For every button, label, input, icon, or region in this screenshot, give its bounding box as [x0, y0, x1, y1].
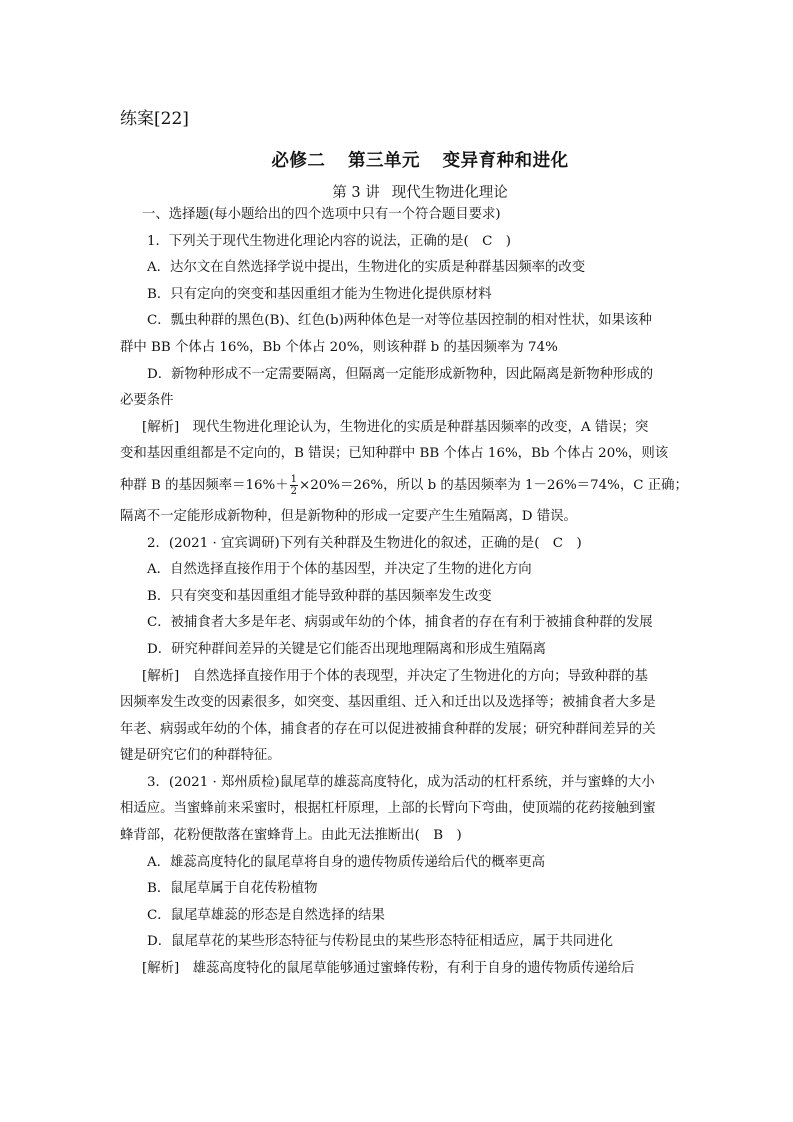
q3-stem-line2: 相适应。当蜜蜂前来采蜜时，根据杠杆原理，上部的长臂向下弯曲，使顶端的花药接触到蜜 [120, 801, 656, 817]
q3-option-d: D．鼠尾草花的某些形态特征与传粉昆虫的某些形态特征相适应，属于共同进化 [147, 934, 614, 950]
q1-option-d-line1: D．新物种形成不一定需要隔离，但隔离一定能形成新物种，因此隔离是新物种形成的 [147, 366, 654, 382]
q2-explanation-line4: 键是研究它们的种群特征。 [120, 748, 281, 764]
q1-exp3-suffix: ×20%＝26%，所以 b 的基因频率为 1－26%＝74%，C 正确； [299, 477, 688, 493]
q2-option-d: D．研究种群间差异的关键是它们能否出现地理隔离和形成生殖隔离 [147, 641, 547, 657]
lecture-title [160, 181, 680, 202]
q3-explanation-line1: [解析] 雄蕊高度特化的鼠尾草能够通过蜜蜂传粉，有利于自身的遗传物质传递给后 [142, 961, 635, 977]
unit-title [160, 147, 680, 172]
q3-stem-line1: 3．(2021 · 郑州质检)鼠尾草的雄蕊高度特化，成为活动的杠杆系统，并与蜜蜂的大小 [147, 774, 655, 790]
fraction-one-half [290, 474, 298, 497]
lecture-name: 现代生物进化理论 [391, 185, 508, 201]
section-heading: 一、选择题(每小题给出的四个选项中只有一个符合题目要求) [142, 207, 501, 222]
q1-option-c-line2: 群中 BB 个体占 16%，Bb 个体占 20%，则该种群 b 的基因频率为 74% [120, 339, 558, 355]
q3-option-b: B．鼠尾草属于自花传粉植物 [147, 881, 318, 897]
q2-stem: 2．(2021 · 宜宾调研)下列有关种群及生物进化的叙述，正确的是( C ) [147, 535, 582, 551]
q1-explanation-line1: [解析] 现代生物进化理论认为，生物进化的实质是种群基因频率的改变，A 错误；突 [142, 419, 649, 435]
q2-explanation-line3: 年老、病弱或年幼的个体，捕食者的存在可以促进被捕食种群的发展；研究种群间差异的关 [120, 721, 656, 737]
q1-option-a: A．达尔文在自然选择学说中提出，生物进化的实质是种群基因频率的改变 [147, 260, 586, 276]
q1-explanation-line3 [120, 468, 688, 504]
q2-option-c: C．被捕食者大多是年老、病弱或年幼的个体，捕食者的存在有利于被捕食种群的发展 [147, 615, 653, 631]
lecture-number: 第 3 讲 [332, 185, 380, 201]
q1-option-d-line2: 必要条件 [120, 393, 174, 409]
question-2 [120, 531, 680, 770]
q3-option-c: C．鼠尾草雄蕊的形态是自然选择的结果 [147, 907, 385, 923]
q2-explanation-line2: 因频率发生改变的因素很多，如突变、基因重组、迁入和迁出以及选择等；被捕食者大多是 [120, 695, 656, 711]
document-page [120, 104, 688, 983]
q1-exp3-prefix: 种群 B 的基因频率＝16%＋ [120, 477, 289, 493]
q1-option-c-line1: C．瓢虫种群的黑色(B)、红色(b)两种体色是一对等位基因控制的相对性状，如果该种 [147, 313, 652, 329]
question-1 [120, 229, 688, 531]
q1-explanation-line2: 变和基因重组都是不定向的，B 错误；已知种群中 BB 个体占 16%，Bb 个体占 20%，则该 [120, 446, 669, 462]
question-3 [120, 770, 680, 983]
q1-explanation-line4: 隔离不一定能形成新物种，但是新物种的形成一定要产生生殖隔离，D 错误。 [120, 508, 577, 524]
q3-option-a: A．雄蕊高度特化的鼠尾草将自身的遗传物质传递给后代的概率更高 [147, 854, 545, 870]
q1-option-b: B．只有定向的突变和基因重组才能为生物进化提供原材料 [147, 286, 492, 302]
q2-explanation-line1: [解析] 自然选择直接作用于个体的表现型，并决定了生物进化的方向；导致种群的基 [142, 668, 648, 684]
title-part-1: 必修二 [271, 151, 326, 171]
fraction-numerator: 1 [290, 473, 298, 485]
q2-option-b: B．只有突变和基因重组才能导致种群的基因频率发生改变 [147, 588, 492, 604]
title-part-2: 第三单元 [348, 151, 420, 171]
q2-option-a: A．自然选择直接作用于个体的基因型，并决定了生物的进化方向 [147, 562, 532, 578]
exercise-code: 练案[22] [120, 109, 189, 129]
q3-stem-line3: 蜂背部，花粉便散落在蜜蜂背上。由此无法推断出( B ) [120, 828, 462, 844]
fraction-denominator: 2 [290, 485, 298, 497]
q1-stem: 1．下列关于现代生物进化理论内容的说法，正确的是( C ) [147, 233, 511, 249]
title-part-3: 变异育种和进化 [442, 151, 569, 171]
